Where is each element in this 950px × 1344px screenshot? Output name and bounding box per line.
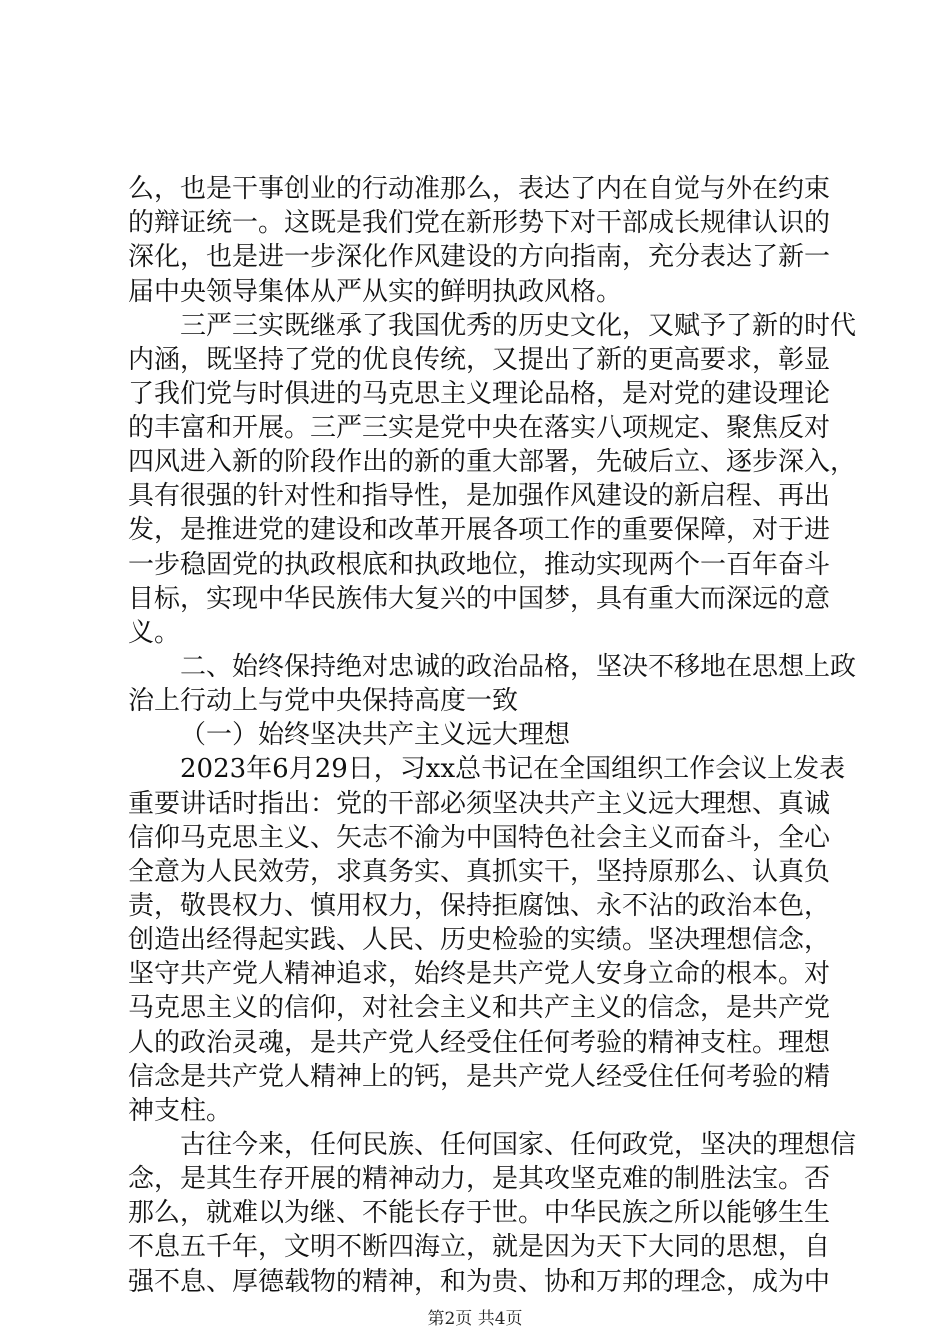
paragraph-first-line: 三严三实既继承了我国优秀的历史文化，又赋予了新的时代 [180,311,857,341]
text-line: 了我们党与时俱进的马克思主义理论品格，是对党的建设理论 [128,379,831,409]
text-line: 坚守共产党人精神追求，始终是共产党人安身立命的根本。对 [128,959,831,989]
text-line: 么，也是干事创业的行动准那么，表达了内在自觉与外在约束 [128,174,831,204]
text-line: 信念是共产党人精神上的钙，是共产党人经受住任何考验的精 [128,1062,831,1092]
text-line: 四风进入新的阶段作出的新的重大部署，先破后立、逐步深入， [128,447,857,477]
text-line: 具有很强的针对性和指导性，是加强作风建设的新启程、再出 [128,481,831,511]
text-line: 深化，也是进一步深化作风建设的方向指南，充分表达了新一 [128,242,831,272]
text-line: 重要讲话时指出：党的干部必须坚决共产主义远大理想、真诚 [128,789,831,819]
text-line: 不息五千年，文明不断四海立，就是因为天下大同的思想，自 [128,1232,831,1262]
text-line: 强不息、厚德载物的精神，和为贵、协和万邦的理念，成为中 [128,1267,831,1297]
page-footer: 第2页 共4页 [427,1309,523,1329]
text-line: 念，是其生存开展的精神动力，是其攻坚克难的制胜法宝。否 [128,1164,831,1194]
text-line: 人的政治灵魂，是共产党人经受住任何考验的精神支柱。理想 [128,1028,831,1058]
text-line: 发，是推进党的建设和改革开展各项工作的重要保障，对于进 [128,515,831,545]
text-line: 届中央领导集体从严从实的鲜明执政风格。 [128,277,623,307]
paragraph-first-line: 2023年6月29日，习xx总书记在全国组织工作会议上发表 [180,754,846,784]
text-line: 信仰马克思主义、矢志不渝为中国特色社会主义而奋斗，全心 [128,823,831,853]
text-line: 义。 [128,618,181,648]
paragraph-first-line: 古往今来，任何民族、任何国家、任何政党，坚决的理想信 [180,1130,857,1160]
text-line: 的辩证统一。这既是我们党在新形势下对干部成长规律认识的 [128,208,831,238]
text-line: 一步稳固党的执政根底和执政地位，推动实现两个一百年奋斗 [128,550,831,580]
text-line: 那么，就难以为继、不能长存于世。中华民族之所以能够生生 [128,1198,831,1228]
subsection-heading: （一）始终坚决共产主义远大理想 [180,720,571,750]
text-line: 马克思主义的信仰，对社会主义和共产主义的信念，是共产党 [128,993,831,1023]
text-line: 责，敬畏权力、慎用权力，保持拒腐蚀、永不沾的政治本色， [128,891,831,921]
text-line: 内涵，既坚持了党的优良传统，又提出了新的更高要求，彰显 [128,345,831,375]
text-line: 创造出经得起实践、人民、历史检验的实绩。坚决理想信念， [128,925,831,955]
text-line: 神支柱。 [128,1096,233,1126]
text-line: 目标，实现中华民族伟大复兴的中国梦，具有重大而深远的意 [128,584,831,614]
section-heading-continued: 治上行动上与党中央保持高度一致 [128,686,519,716]
text-line: 全意为人民效劳，求真务实、真抓实干，坚持原那么、认真负 [128,857,831,887]
section-heading: 二、始终保持绝对忠诚的政治品格，坚决不移地在思想上政 [180,652,857,682]
text-line: 的丰富和开展。三严三实是党中央在落实八项规定、聚焦反对 [128,413,831,443]
